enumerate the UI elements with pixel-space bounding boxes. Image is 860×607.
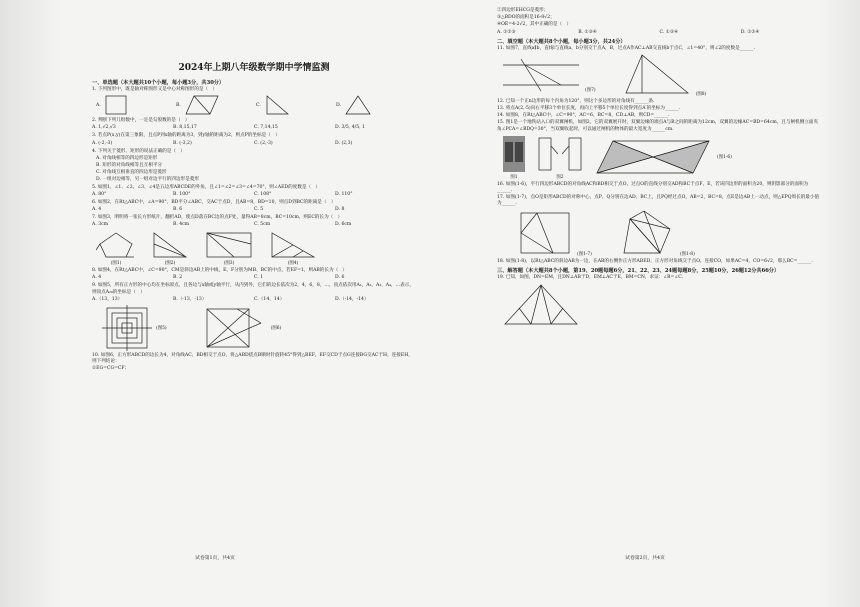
section-3-heading: 三、解答题（本大题共8个小题，第19、20题每题6分，21、22、23、24题每题8分，25题10分，26题12分共66分） — [497, 267, 780, 274]
question-14: 14. 如图8，在Rt△ABC中，∠C=90°，AC=6，BC=8，CD⊥AB，则CD=______. — [497, 113, 670, 119]
figure-4: (图4) — [268, 230, 318, 266]
q8-option-d: D. 6 — [335, 275, 345, 281]
q8-option-a: A. 4 — [92, 275, 102, 281]
q10-option-a: A. ①②③ — [497, 29, 516, 35]
q7-options — [92, 222, 416, 228]
question-1: 1. 下列图形中，既是轴对称图形又是中心对称图形的是（ ） — [92, 87, 218, 92]
question-17: 17. 如图(1-7)，点O是矩形ABCD的对称中心，点P、Q分别在边AD、BC上，且PQ经过点O，AB=2，BC=8，点E是边AB上一动点，则△EPQ周长的最小值为______. — [497, 195, 820, 207]
figure-1-6: (图1-6) — [593, 137, 732, 177]
figure-8: (图8) — [622, 53, 707, 97]
q9-options — [92, 297, 416, 303]
q2-option-d: D. 3/5, 4/5, 1 — [335, 125, 365, 131]
q3-option-d: D. (2,3) — [335, 140, 353, 146]
triangle-bisector-figure — [150, 230, 190, 260]
pentagon-figure — [96, 230, 136, 260]
parallelogram-shaded-figure — [593, 137, 713, 177]
q10-option-b: B. ①③④ — [578, 29, 597, 35]
question-5: 5. 如图1，∠1、∠2、∠3、∠4是五边形ABCDE的外角，且∠1=∠2=∠3=∠4=70°，则∠AED的度数是（ ） — [92, 184, 321, 190]
question-3: 3. 若点P(x,y)在第三象限，且点P到x轴的距离为3，到y轴的距离为2，则点P的坐标是（ ） — [92, 133, 280, 139]
figure-2: (图2) — [150, 230, 190, 266]
figure-5: (图5) — [102, 305, 167, 351]
rectangle-symmetry-figure — [517, 209, 573, 257]
parallel-lines-figure — [501, 57, 581, 93]
q9-option-a: A.（13，13） — [92, 296, 123, 302]
figure-3: (图3) — [204, 230, 254, 266]
page-1-footer: 试卷第1页，共4页 — [195, 556, 235, 561]
q10-statement-2: ②四边形EHCG是菱形； — [497, 8, 549, 13]
folded-rectangle-figure — [204, 230, 254, 260]
gate-photo-figure — [501, 134, 527, 174]
q10-options — [497, 30, 822, 36]
page-2-footer: 试卷第2页，共4页 — [625, 556, 665, 561]
question-16: 16. 如图(1-6)，平行四边形ABCD的对角线AC和BD相交于点O，过点O的直线分别交AD和BC于点F、E，若该四边形的面积为20，则阴影部分的面积为______. — [497, 181, 809, 194]
q15-figure-2: 图2 — [535, 134, 585, 180]
question-7: 7. 如图3，明明将一张长方形纸片，翻折AD，使点D落在BC边的点F处，量得AB=8cm，BC=10cm，则EC的长为（ ） — [92, 215, 343, 221]
q5-option-a: A. 80° — [92, 191, 107, 197]
q2-option-a: A. 1,√2,√3 — [92, 125, 116, 131]
nested-squares-figure — [102, 305, 152, 351]
q15-figure-1: 图1 — [501, 134, 527, 180]
exam-page-2 — [430, 0, 860, 607]
question-10: 10. 如图6，正方形ABCD的边长为4，对角线AC、BD相交于点O，将△ABD绕点B顺时针旋转45°得到△BEF，EF交CD于点G连接BG交AC于H，连接EH，则下列结论： — [92, 352, 413, 365]
question-12: 12. 已知一个正n边形的每个内角为120°，则这个多边形的对角线有______条. — [497, 98, 655, 104]
figure-1-7: (图1-7) — [517, 209, 592, 257]
q5-option-c: C. 108° — [254, 191, 272, 197]
question-6: 6. 如图2，在Rt△ABC中，∠A=90°，BD平分∠ABC，交AC于点D，且AB=8，BD=10，则点D到BC的距离是（ ） — [92, 199, 336, 205]
right-triangle-median-figure — [268, 230, 318, 260]
isosceles-triangle-figure — [501, 282, 581, 328]
q7-option-b: B. 4cm — [173, 222, 190, 228]
square-shape — [104, 94, 130, 116]
q5-option-b: B. 100° — [173, 191, 191, 197]
q1-shapes — [96, 94, 416, 116]
figures-5-6 — [102, 305, 416, 351]
section-1-heading: 一、单选题（本大题共10个小题，每小题3分，共30分） — [92, 80, 225, 86]
figure-1: (图1) — [96, 230, 136, 266]
q2-option-b: B. 8,15,17 — [173, 125, 197, 131]
question-19: 19. 已知，如图，DN=EM，且DN⊥AB于D，EM⊥AC于E，BM=CN，求证：∠B=∠C. — [497, 274, 684, 280]
figures-7-8 — [501, 53, 822, 97]
q1-option-d: D. — [336, 94, 416, 116]
question-13: 13. 将点A(2,-5)向右平移3个单位长度，再向上平移5个单位长度得到点A′的坐标为______. — [497, 106, 681, 112]
q7-option-a: A. 3cm — [92, 222, 109, 228]
rotated-square-figure — [197, 305, 267, 351]
q10-statement-3: ③△BDO的面积是16-8√2； — [497, 15, 555, 21]
q1-option-a: A. — [96, 94, 176, 116]
q3-option-a: A. (-2,-3) — [92, 140, 113, 146]
figure-q19 — [501, 282, 822, 328]
q4-option-a: A. 对角线相等的四边形是矩形 — [96, 155, 158, 161]
figure-1-8: (图1-8) — [620, 209, 695, 257]
q5-options — [92, 192, 416, 198]
q9-option-c: C.（14，14） — [254, 296, 285, 302]
figures-17-18 — [517, 209, 822, 257]
q1-option-b: B. — [176, 94, 256, 116]
q2-option-c: C. 7,14,15 — [254, 125, 278, 131]
q2-options — [92, 125, 416, 131]
triangle-shape — [344, 94, 372, 116]
q5-option-d: D. 110° — [335, 191, 353, 197]
right-triangle-shape — [264, 94, 290, 116]
q4-option-c: C. 对角线互相垂直的四边形是菱形 — [96, 170, 167, 176]
question-15: 15. 图1是一个地铁站入口的双翼闸机，如图2，它的双翼展开时，双翼边缘的端点A与B之间的距离为12cm，双翼的边缘AC=BD=64cm，且与闸机侧立面夹角∠PCA=∠BDQ=30°，当双翼收起时，可以通过闸机的物体的最大宽度为______cm. — [497, 120, 819, 132]
q10-statement-1: ①EG=CG=CF； — [92, 366, 130, 372]
q4-option-d: D. 一组对边相等，另一组对边平行的四边形是菱形 — [96, 177, 199, 183]
q10-option-c: C. ①③④ — [659, 29, 679, 35]
q6-option-a: A. 4 — [92, 207, 102, 213]
q7-option-d: D. 6cm — [335, 222, 352, 228]
parallelogram-shape — [184, 94, 220, 116]
q8-options — [92, 275, 416, 281]
q6-options — [92, 207, 416, 213]
q8-option-b: B. 2 — [173, 275, 183, 281]
question-18: 18. 如图(1-8)，以Rt△ABC的斜边AB为一边，在AB的右侧作正方形ABED，正方形对角线交于点O，连接CO，如果AC=4，CO=6√2，那么BC=______. — [497, 258, 813, 264]
q10-statement-4: ④OE=4-2√2，其中正确的是（ ） — [497, 22, 572, 28]
exam-title: 2024年上期八年级数学期中学情监测 — [178, 63, 330, 73]
q6-option-b: B. 6 — [173, 207, 183, 213]
q6-option-c: C. 5 — [254, 207, 264, 213]
q6-option-d: D. 8 — [335, 207, 345, 213]
q3-option-b: B. (-3,2) — [173, 140, 192, 146]
square-on-hypotenuse-figure — [620, 209, 676, 257]
right-triangle-altitude-figure — [622, 53, 692, 97]
section-2-heading: 二、填空题（本大题共8个小题，每小题3分，共24分） — [497, 38, 626, 45]
q9-option-b: B.（-13，-13） — [173, 296, 207, 302]
q3-options — [92, 141, 416, 147]
q8-option-c: C. 1 — [254, 275, 264, 281]
figures-q15-16 — [501, 134, 822, 180]
q9-option-d: D.（-14，-14） — [335, 296, 369, 302]
q3-option-c: C. (2,-3) — [254, 140, 273, 146]
q10-option-d: D. ①②④ — [740, 29, 760, 35]
q4-option-b: B. 矩形的对角线相等且互相平分 — [96, 163, 163, 169]
question-11: 11. 如图7，直线a∥b，直线l与直线a，b分别交于点A，B，过点A作AC⊥AB交直线b于点C，∠1=40°，则∠2的度数是______. — [497, 45, 755, 51]
q1-option-c: C. — [256, 94, 336, 116]
q7-option-c: C. 5cm — [254, 222, 271, 228]
question-8: 8. 如图4，在Rt△ABC中，∠C=90°，CM是斜边AB上的中线，E、F分别为MB、BC的中点，若EF=1，则AB的长为（ ） — [92, 268, 348, 274]
question-2: 2. 判断下列几组数中，一定是勾股数的是（ ） — [92, 118, 190, 124]
figure-7: (图7) — [501, 57, 596, 93]
figure-6: (图6) — [197, 305, 282, 351]
figures-1-4 — [96, 230, 416, 266]
question-4: 4. 下列关于菱形、矩形的说法正确的是（ ） — [92, 148, 185, 154]
question-9: 9. 如图5，所有正方形的中心均在坐标原点，且各边与x轴或y轴平行，从内到外，它们的边长依次为2，4，6，8，…，顶点依次用A₁，A₂，A₃，A₄，…表示，则顶点A₂₀的坐标是（ ） — [92, 283, 414, 295]
gate-diagram-figure — [535, 134, 585, 174]
